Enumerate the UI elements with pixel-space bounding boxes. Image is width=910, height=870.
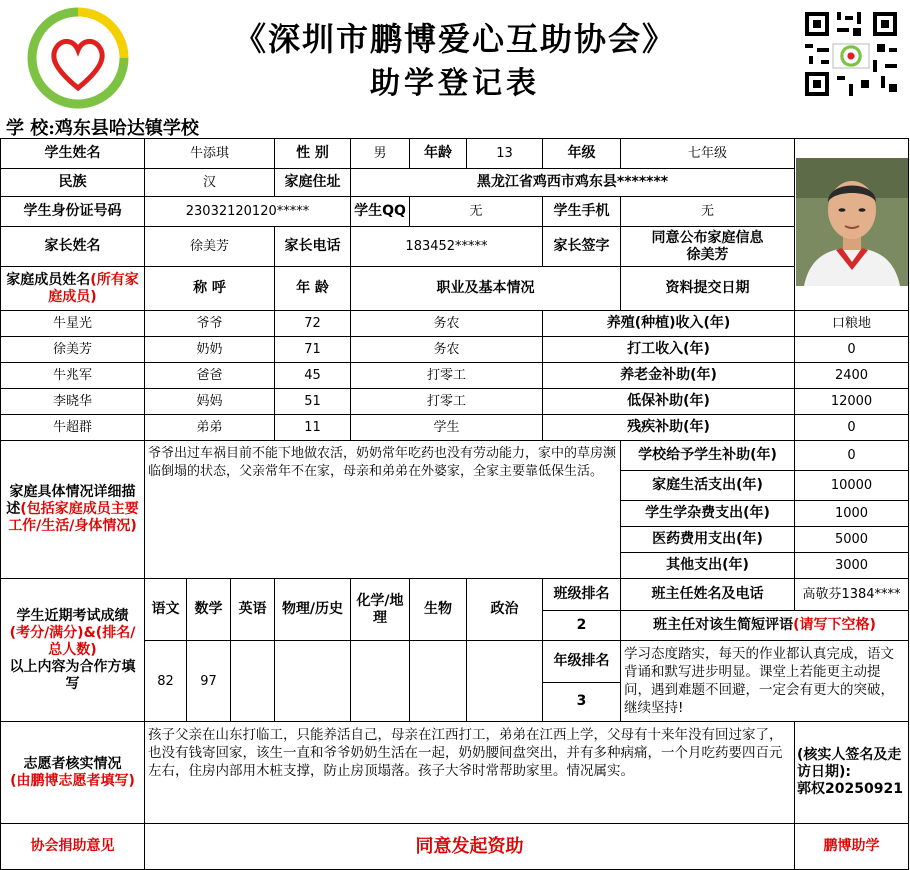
parent-phone-value: 183452***** — [351, 227, 543, 267]
family-name-header — [1, 267, 145, 311]
phone-label: 学生手机 — [543, 197, 621, 227]
finance-value: 1000 — [795, 501, 909, 527]
score-value — [351, 641, 410, 722]
score-value — [275, 641, 351, 722]
job-header: 职业及基本情况 — [351, 267, 621, 311]
parent-sign-label: 家长签字 — [543, 227, 621, 267]
school-label: 学 校: — [6, 118, 55, 139]
parent-phone-label: 家长电话 — [275, 227, 351, 267]
member-age-header: 年 龄 — [275, 267, 351, 311]
association-brand: 鹏博助学 — [795, 824, 909, 870]
finance-value: 0 — [795, 441, 909, 471]
comment-label-note: (请写下空格) — [793, 617, 876, 633]
id-number-label: 学生身份证号码 — [1, 197, 145, 227]
member-age: 11 — [275, 415, 351, 441]
finance-label: 其他支出(年) — [621, 553, 795, 579]
member-job: 打零工 — [351, 389, 543, 415]
member-relation: 爷爷 — [145, 311, 275, 337]
id-number-value: 23032120120***** — [145, 197, 351, 227]
finance-label: 打工收入(年) — [543, 337, 795, 363]
grade-value: 七年级 — [621, 139, 795, 169]
teacher-label: 班主任姓名及电话 — [621, 579, 795, 611]
score-value: 97 — [187, 641, 231, 722]
family-member-row — [1, 415, 909, 441]
gender-value: 男 — [351, 139, 410, 169]
volunteer-label-main: 志愿者核实情况 — [23, 755, 122, 772]
score-value: 82 — [145, 641, 187, 722]
member-name: 牛兆军 — [1, 363, 145, 389]
finance-value: 12000 — [795, 389, 909, 415]
finance-value: 0 — [795, 415, 909, 441]
student-name-value: 牛添琪 — [145, 139, 275, 169]
family-member-row — [1, 337, 909, 363]
school-name: 鸡东县哈达镇学校 — [54, 118, 199, 139]
subject-header: 生物 — [410, 579, 467, 641]
registration-table — [0, 138, 909, 870]
relation-header: 称 呼 — [145, 267, 275, 311]
form-header — [0, 0, 910, 112]
exam-label-tail: 以上内容为合作方填写 — [9, 658, 136, 692]
age-label: 年龄 — [410, 139, 467, 169]
subject-header: 数学 — [187, 579, 231, 641]
member-name: 徐美芳 — [1, 337, 145, 363]
ethnicity-label: 民族 — [1, 169, 145, 197]
association-opinion: 同意发起资助 — [145, 824, 795, 870]
finance-label: 学校给予学生补助(年) — [621, 441, 795, 471]
subject-header: 语文 — [145, 579, 187, 641]
member-name: 李晓华 — [1, 389, 145, 415]
volunteer-label — [1, 722, 145, 824]
member-age: 71 — [275, 337, 351, 363]
qq-value: 无 — [410, 197, 543, 227]
finance-label: 养殖(种植)收入(年) — [543, 311, 795, 337]
address-label: 家庭住址 — [275, 169, 351, 197]
finance-label: 残疾补助(年) — [543, 415, 795, 441]
finance-value: 10000 — [795, 471, 909, 501]
finance-value: 5000 — [795, 527, 909, 553]
volunteer-label-note: (由鹏博志愿者填写) — [10, 772, 135, 789]
family-member-row — [1, 363, 909, 389]
class-rank-value: 2 — [543, 611, 621, 641]
teacher-comment: 学习态度踏实，每天的作业都认真完成，语文背诵和默写进步明显。课堂上若能更主动提问，遇到难题不回避，一定会有更大的突破，继续坚持! — [621, 641, 909, 722]
ethnicity-value: 汉 — [145, 169, 275, 197]
subject-header: 化学/地理 — [351, 579, 410, 641]
volunteer-text: 孩子父亲在山东打临工，只能养活自己，母亲在江西打工，弟弟在江西上学，父母有十来年没有回过家了，也没有钱寄回家，该生一直和爷爷奶奶生活在一起，奶奶腰间盘突出，并有多种病痛，一个月吃药要四百元左右，住房内部用木桩支撑，防止房顶塌落。孩子大爷时常帮助家里。情况属实。 — [145, 722, 795, 824]
parent-name-label: 家长姓名 — [1, 227, 145, 267]
grade-label: 年级 — [543, 139, 621, 169]
teacher-value: 高敬芬1384**** — [795, 579, 909, 611]
student-photo — [795, 139, 909, 311]
subject-header: 英语 — [231, 579, 275, 641]
verify-cell — [795, 722, 909, 824]
finance-label: 养老金补助(年) — [543, 363, 795, 389]
address-value: 黑龙江省鸡西市鸡东县******* — [351, 169, 795, 197]
form-subtitle: 助学登记表 — [370, 66, 540, 101]
comment-label — [621, 611, 909, 641]
finance-value: 2400 — [795, 363, 909, 389]
situation-label-note: (包括家庭成员主要工作/生活/身体情况) — [8, 501, 139, 534]
finance-label: 学生学杂费支出(年) — [621, 501, 795, 527]
score-value — [467, 641, 543, 722]
family-name-header-note: (所有家庭成员) — [48, 271, 139, 305]
member-job: 学生 — [351, 415, 543, 441]
situation-text: 爷爷出过车祸目前不能下地做农活，奶奶常年吃药也没有劳动能力，家中的草房濒临倒塌的状态，父亲常年不在家，母亲和弟弟在外婆家，全家主要靠低保生活。 — [145, 441, 621, 579]
phone-value: 无 — [621, 197, 795, 227]
comment-label-main: 班主任对该生简短评语 — [653, 617, 794, 633]
consent-signer: 徐美芳 — [686, 246, 729, 263]
gender-label: 性 别 — [275, 139, 351, 169]
situation-label-main: 家庭具体情况详细描述 — [6, 484, 136, 517]
submit-date-label: 资料提交日期 — [621, 267, 795, 311]
finance-value: 口粮地 — [795, 311, 909, 337]
family-member-row — [1, 311, 909, 337]
member-age: 51 — [275, 389, 351, 415]
family-name-header-main: 家庭成员姓名 — [6, 271, 91, 288]
member-name: 牛超群 — [1, 415, 145, 441]
student-photo-image — [796, 158, 908, 286]
member-relation: 爸爸 — [145, 363, 275, 389]
qr-code-icon — [801, 8, 901, 100]
consent-cell — [621, 227, 795, 267]
grade-rank-label: 年级排名 — [543, 641, 621, 683]
member-relation: 妈妈 — [145, 389, 275, 415]
exam-label-note: (考分/满分)&(排名/总人数) — [9, 624, 136, 658]
heart-logo-icon — [26, 6, 130, 110]
school-line — [6, 114, 199, 140]
association-label: 协会捐助意见 — [1, 824, 145, 870]
member-relation: 弟弟 — [145, 415, 275, 441]
finance-value: 3000 — [795, 553, 909, 579]
parent-name-value: 徐美芳 — [145, 227, 275, 267]
member-job: 务农 — [351, 311, 543, 337]
exam-label-main: 学生近期考试成绩 — [16, 607, 129, 624]
qq-label: 学生QQ — [351, 197, 410, 227]
finance-label: 低保补助(年) — [543, 389, 795, 415]
student-name-label: 学生姓名 — [1, 139, 145, 169]
consent-label: 同意公布家庭信息 — [651, 229, 764, 246]
member-age: 72 — [275, 311, 351, 337]
member-relation: 奶奶 — [145, 337, 275, 363]
verify-label: (核实人签名及走访日期): — [797, 747, 902, 780]
form-title: 《深圳市鹏博爱心互助协会》 — [233, 20, 676, 58]
score-value — [410, 641, 467, 722]
situation-label — [1, 441, 145, 579]
finance-label: 医药费用支出(年) — [621, 527, 795, 553]
finance-label: 家庭生活支出(年) — [621, 471, 795, 501]
age-value: 13 — [467, 139, 543, 169]
member-job: 打零工 — [351, 363, 543, 389]
subject-header: 物理/历史 — [275, 579, 351, 641]
class-rank-label: 班级排名 — [543, 579, 621, 611]
member-age: 45 — [275, 363, 351, 389]
member-name: 牛星光 — [1, 311, 145, 337]
score-value — [231, 641, 275, 722]
finance-value: 0 — [795, 337, 909, 363]
grade-rank-value: 3 — [543, 682, 621, 721]
exam-label — [1, 579, 145, 722]
family-member-row — [1, 389, 909, 415]
subject-header: 政治 — [467, 579, 543, 641]
verify-value: 郭权20250921 — [797, 781, 903, 797]
member-job: 务农 — [351, 337, 543, 363]
